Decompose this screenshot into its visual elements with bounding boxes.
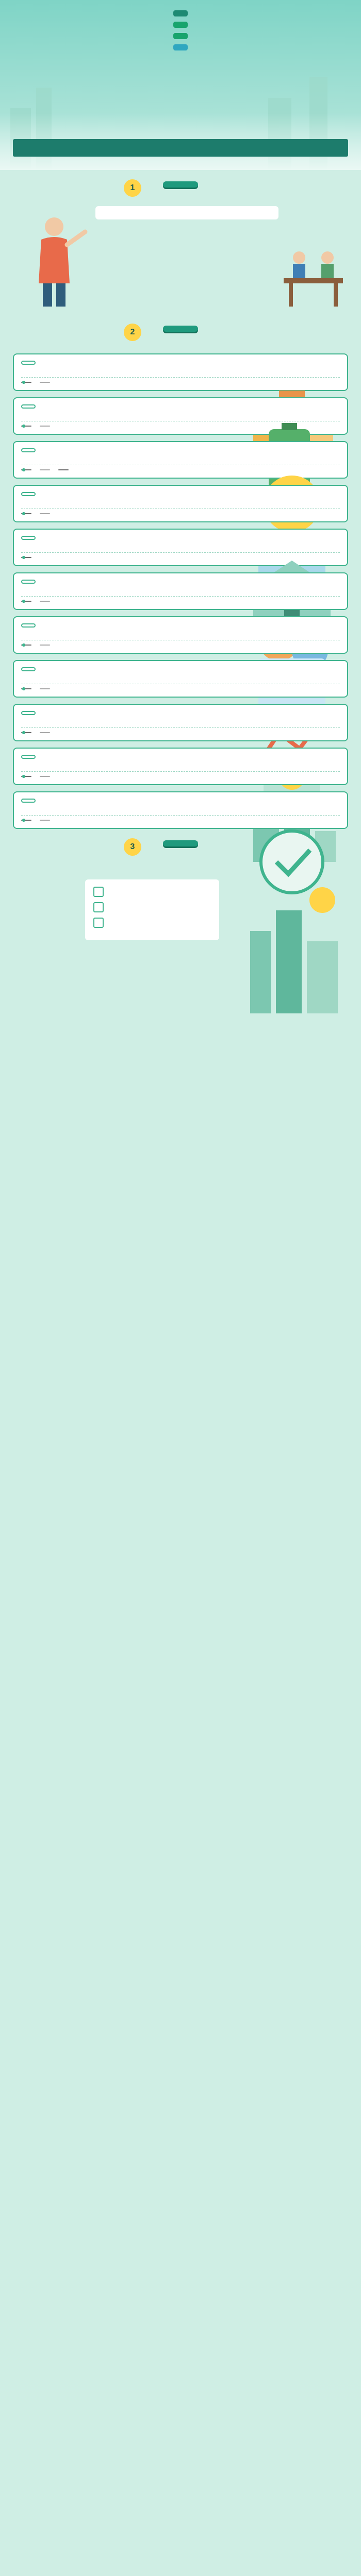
measure-block — [13, 441, 348, 479]
measure-block — [13, 616, 348, 654]
measure-block — [13, 353, 348, 391]
title-block — [31, 10, 330, 56]
measure-title — [21, 755, 36, 759]
checkbox-icon — [93, 918, 104, 928]
section-title — [163, 181, 198, 188]
page-title-line-2 — [173, 22, 188, 28]
measures-list — [0, 353, 361, 829]
partner-label — [40, 645, 50, 646]
guarantee-panel — [85, 879, 219, 940]
measure-title — [21, 536, 36, 540]
checkbox-icon — [93, 902, 104, 912]
measure-title — [21, 492, 36, 496]
measure-block — [13, 791, 348, 829]
measure-title — [21, 448, 36, 452]
city-scene-illustration-icon — [240, 869, 348, 1013]
partner-label — [40, 820, 50, 821]
measure-block — [13, 397, 348, 435]
partner-label — [40, 426, 50, 427]
partner-label — [40, 732, 50, 733]
header — [0, 0, 361, 170]
person-illustration-icon — [18, 211, 95, 309]
guarantee-item — [93, 887, 211, 897]
partner-label — [40, 776, 50, 777]
measure-title — [21, 404, 36, 409]
measure-title — [21, 361, 36, 365]
measure-block — [13, 748, 348, 785]
section-title — [163, 326, 198, 332]
measure-title — [21, 580, 36, 584]
measure-title — [21, 623, 36, 628]
measure-block — [13, 704, 348, 741]
measure-title — [21, 799, 36, 803]
document-meta-bar — [13, 139, 348, 157]
page-title-line-4 — [173, 44, 188, 50]
section-number: 1 — [124, 179, 141, 197]
partner-label — [40, 513, 50, 514]
measure-block — [13, 485, 348, 522]
measure-block — [13, 660, 348, 698]
section-title — [163, 840, 198, 846]
measure-title — [21, 667, 36, 671]
intro-section — [13, 206, 348, 314]
guarantee-section — [13, 869, 348, 1019]
partner-label — [40, 469, 50, 470]
guarantee-item — [93, 918, 211, 928]
section-banner-3 — [0, 838, 361, 862]
meeting-illustration-icon — [278, 237, 348, 309]
page-title-line-1 — [173, 10, 188, 16]
lead-label — [58, 469, 69, 470]
checkbox-icon — [93, 887, 104, 897]
section-banner-1 — [0, 179, 361, 203]
section-banner-2 — [0, 324, 361, 347]
measure-block — [13, 572, 348, 610]
measure-block — [13, 529, 348, 566]
page-title-line-3 — [173, 33, 188, 39]
intro-card — [95, 206, 278, 219]
guarantee-item — [93, 902, 211, 912]
partner-label — [40, 382, 50, 383]
measure-title — [21, 711, 36, 715]
partner-label — [40, 688, 50, 689]
section-number: 2 — [124, 324, 141, 341]
section-number: 3 — [124, 838, 141, 856]
guarantee-notes — [13, 957, 219, 959]
partner-label — [40, 601, 50, 602]
